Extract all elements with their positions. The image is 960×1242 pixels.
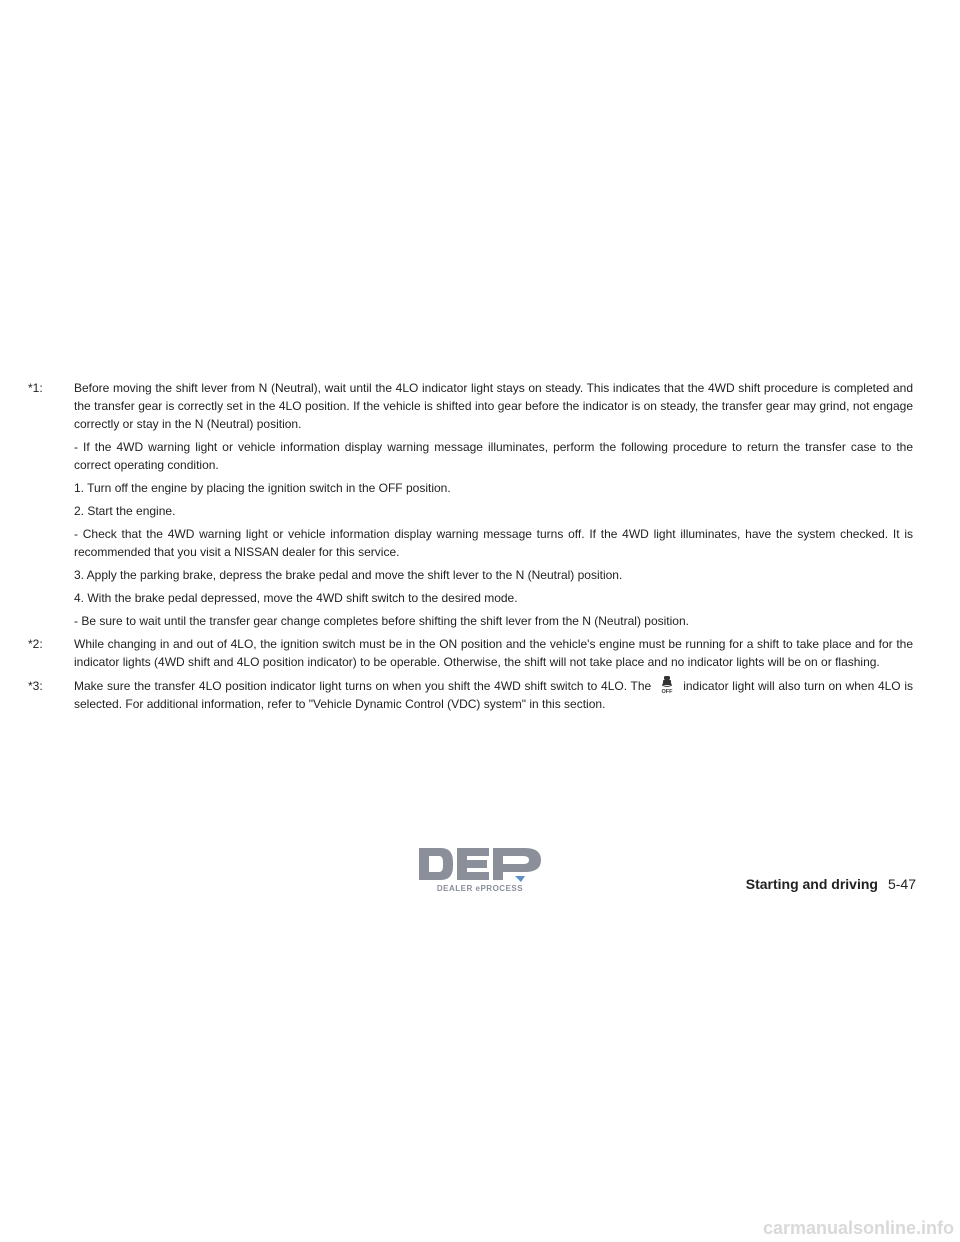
dealer-eprocess-logo xyxy=(417,846,543,894)
footnote-marker: *1: xyxy=(28,381,43,395)
footnote-marker: *2: xyxy=(28,637,43,651)
footnote-1-step: - Check that the 4WD warning light or vehicle information display warning message turns off. If the 4WD light illuminates, have the system checked. It is recommended that you visit a NISSAN dealer for this service. xyxy=(74,527,913,559)
vdc-off-icon xyxy=(657,676,677,694)
footnote-text-before-icon: Make sure the transfer 4LO position indicator light turns on when you shift the 4WD shift switch to 4LO. The xyxy=(74,679,652,693)
footnote-1 xyxy=(28,379,913,433)
footnote-1-step: 3. Apply the parking brake, depress the brake pedal and move the shift lever to the N (Neutral) position. xyxy=(74,568,623,582)
footnote-text-after-icon: indicator light will also turn on when 4LO is selected. For additional information, refer to "Vehicle Dynamic Control (VDC) system" in this section. xyxy=(74,679,914,711)
logo-tagline: DEALER ePROCESS xyxy=(436,884,524,893)
vdc-off-icon-label: OFF xyxy=(661,689,673,694)
footnote-1-step: 2. Start the engine. xyxy=(74,504,176,518)
footnote-marker: *3: xyxy=(28,679,43,693)
section-title: Starting and driving xyxy=(745,876,878,892)
footnote-1-step: - If the 4WD warning light or vehicle information display warning message illuminates, perform the following procedure to return the transfer case to the correct operating condition. xyxy=(74,440,913,472)
page-footer xyxy=(746,876,916,892)
footnote-2 xyxy=(28,635,913,671)
footnote-1-step: - Be sure to wait until the transfer gear change completes before shifting the shift lever from the N (Neutral) position. xyxy=(74,614,689,628)
footnote-3 xyxy=(28,676,913,713)
footnote-text: While changing in and out of 4LO, the ignition switch must be in the ON position and the vehicle's engine must be running for a shift to take place and for the indicator lights (4WD shift and 4LO position indicator) to be operable. Otherwise, the shift will not take place and no indicator lights will be on or flashing. xyxy=(74,637,913,669)
footnote-text: Before moving the shift lever from N (Neutral), wait until the 4LO indicator light stays on steady. This indicates that the 4WD shift procedure is completed and the transfer gear is correctly set in the 4LO position. If the vehicle is shifted into gear before the indicator is on steady, the transfer gear may grind, not engage correctly or stay in the N (Neutral) position. xyxy=(74,381,913,431)
watermark[interactable]: carmanualsonline.info xyxy=(762,1218,954,1238)
footnote-1-step: 4. With the brake pedal depressed, move the 4WD shift switch to the desired mode. xyxy=(74,591,518,605)
page-number: 5-47 xyxy=(887,876,916,892)
footnotes xyxy=(28,379,913,718)
footnote-1-step: 1. Turn off the engine by placing the ignition switch in the OFF position. xyxy=(74,481,451,495)
